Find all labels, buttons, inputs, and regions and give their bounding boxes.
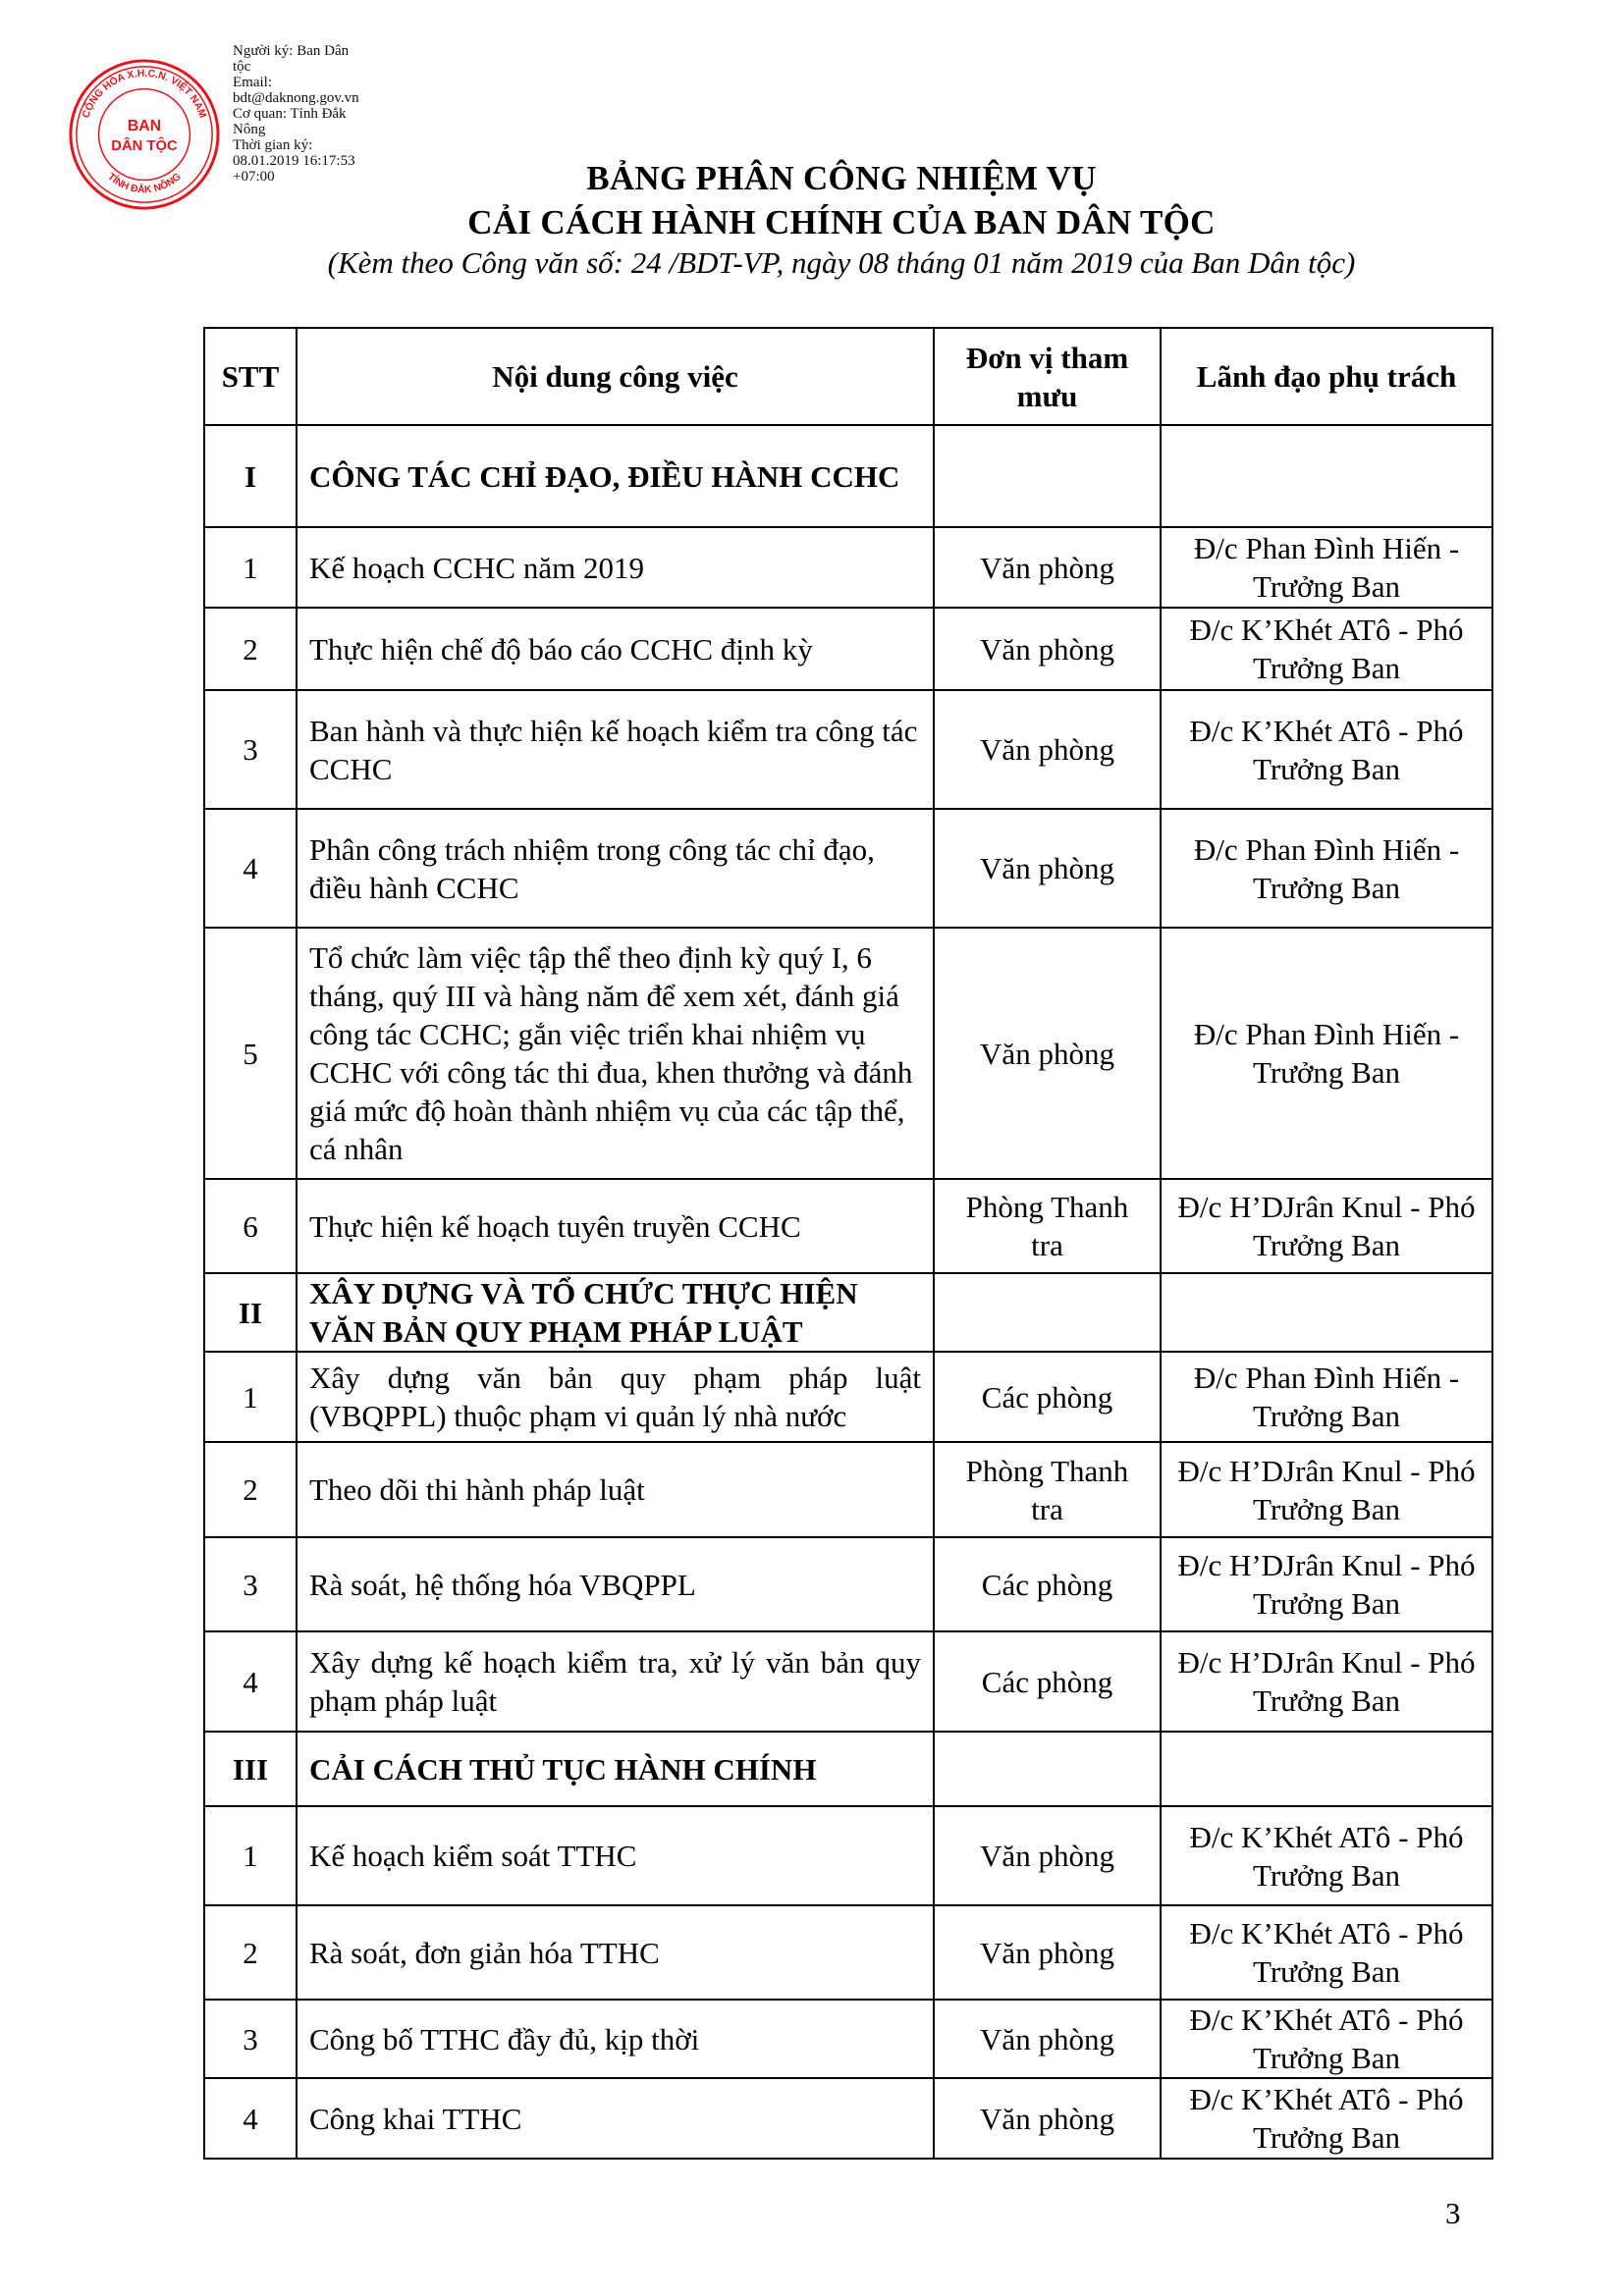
cell-unit: Văn phòng [934, 608, 1161, 690]
cell-stt: 1 [204, 1352, 297, 1442]
cell-lead [1161, 425, 1492, 527]
cell-unit: Văn phòng [934, 1905, 1161, 2000]
cell-stt: 3 [204, 2000, 297, 2078]
task-assignment-table [203, 327, 1493, 2160]
cell-lead: Đ/c H’DJrân Knul - Phó Trưởng Ban [1161, 1442, 1492, 1537]
cell-content: CÔNG TÁC CHỈ ĐẠO, ĐIỀU HÀNH CCHC [297, 425, 934, 527]
cell-stt: III [204, 1732, 297, 1806]
cell-content: Tổ chức làm việc tập thể theo định kỳ quý I, 6 tháng, quý III và hàng năm để xem xét, đánh giá công tác CCHC; gắn việc triển khai nhiệm vụ CCHC với công tác thi đua, khen thưởng và đánh giá mức độ hoàn thành nhiệm vụ của các tập thể, cá nhân [297, 928, 934, 1179]
signature-line: 08.01.2019 16:17:53 [233, 153, 355, 169]
cell-stt: 3 [204, 690, 297, 809]
cell-lead: Đ/c H’DJrân Knul - Phó Trưởng Ban [1161, 1631, 1492, 1732]
table-section-row [204, 425, 1492, 527]
cell-unit: Văn phòng [934, 2078, 1161, 2159]
cell-unit [934, 1273, 1161, 1352]
cell-unit: Phòng Thanh tra [934, 1179, 1161, 1273]
cell-lead: Đ/c K’Khét ATô - Phó Trưởng Ban [1161, 1806, 1492, 1905]
table-header-row [204, 328, 1492, 425]
table-row [204, 690, 1492, 809]
document-title-line2: CẢI CÁCH HÀNH CHÍNH CỦA BAN DÂN TỘC [467, 203, 1216, 241]
cell-lead: Đ/c K’Khét ATô - Phó Trưởng Ban [1161, 608, 1492, 690]
table-row [204, 809, 1492, 928]
cell-lead: Đ/c H’DJrân Knul - Phó Trưởng Ban [1161, 1537, 1492, 1631]
cell-unit: Phòng Thanh tra [934, 1442, 1161, 1537]
cell-unit: Các phòng [934, 1352, 1161, 1442]
cell-stt: 4 [204, 1631, 297, 1732]
cell-content: Thực hiện chế độ báo cáo CCHC định kỳ [297, 608, 934, 690]
cell-content: XÂY DỰNG VÀ TỔ CHỨC THỰC HIỆN VĂN BẢN QUY PHẠM PHÁP LUẬT [297, 1273, 934, 1352]
cell-lead: Đ/c K’Khét ATô - Phó Trưởng Ban [1161, 2078, 1492, 2159]
cell-stt: 1 [204, 1806, 297, 1905]
cell-stt: 4 [204, 2078, 297, 2159]
cell-stt: 6 [204, 1179, 297, 1273]
cell-unit: Văn phòng [934, 1806, 1161, 1905]
seal-bottom-text: TỈNH ĐẮK NÔNG [105, 171, 184, 196]
cell-stt: 2 [204, 608, 297, 690]
table-row [204, 1806, 1492, 1905]
cell-lead [1161, 1273, 1492, 1352]
table-row [204, 1537, 1492, 1631]
cell-stt: 5 [204, 928, 297, 1179]
seal-ring-text: CỘNG HÒA X.H.C.N. VIỆT NAM [81, 68, 208, 120]
cell-stt: II [204, 1273, 297, 1352]
table-section-row [204, 1732, 1492, 1806]
signature-line: Cơ quan: Tỉnh Đắk [233, 106, 347, 122]
header-stt: STT [204, 328, 297, 425]
table-row [204, 2000, 1492, 2078]
cell-lead: Đ/c K’Khét ATô - Phó Trưởng Ban [1161, 1905, 1492, 2000]
table-row [204, 1631, 1492, 1732]
table-row [204, 2078, 1492, 2159]
table-row [204, 1179, 1492, 1273]
table-row [204, 928, 1492, 1179]
cell-unit: Các phòng [934, 1537, 1161, 1631]
cell-unit [934, 1732, 1161, 1806]
cell-content: Theo dõi thi hành pháp luật [297, 1442, 934, 1537]
cell-unit: Văn phòng [934, 928, 1161, 1179]
header-unit: Đơn vị tham mưu [934, 328, 1161, 425]
signature-line: tộc [233, 59, 251, 75]
cell-lead: Đ/c K’Khét ATô - Phó Trưởng Ban [1161, 2000, 1492, 2078]
table-section-row [204, 1273, 1492, 1352]
table-row [204, 1905, 1492, 2000]
document-subtitle: (Kèm theo Công văn số: 24 /BDT-VP, ngày 08 tháng 01 năm 2019 của Ban Dân tộc) [327, 245, 1356, 280]
signature-line: Nông [233, 122, 266, 137]
cell-content: Phân công trách nhiệm trong công tác chỉ đạo, điều hành CCHC [297, 809, 934, 928]
cell-stt: 3 [204, 1537, 297, 1631]
signature-line: Người ký: Ban Dân [233, 43, 350, 59]
cell-unit: Văn phòng [934, 690, 1161, 809]
cell-content: Ban hành và thực hiện kế hoạch kiểm tra công tác CCHC [297, 690, 934, 809]
cell-content: Rà soát, đơn giản hóa TTHC [297, 1905, 934, 2000]
cell-content: Công bố TTHC đầy đủ, kịp thời [297, 2000, 934, 2078]
signature-line: bdt@daknong.gov.vn [233, 90, 359, 106]
seal-center-line2: DÂN TỘC [111, 137, 178, 154]
cell-unit [934, 425, 1161, 527]
table-row [204, 608, 1492, 690]
cell-unit: Văn phòng [934, 2000, 1161, 2078]
cell-stt: 1 [204, 527, 297, 608]
cell-lead [1161, 1732, 1492, 1806]
cell-stt: 4 [204, 809, 297, 928]
table-row [204, 1352, 1492, 1442]
cell-lead: Đ/c Phan Đình Hiến - Trưởng Ban [1161, 527, 1492, 608]
cell-lead: Đ/c K’Khét ATô - Phó Trưởng Ban [1161, 690, 1492, 809]
seal-center-line1: BAN [127, 118, 162, 135]
page-number: 3 [1445, 2196, 1461, 2230]
cell-unit: Văn phòng [934, 527, 1161, 608]
cell-content: Kế hoạch kiểm soát TTHC [297, 1806, 934, 1905]
document-title-line1: BẢNG PHÂN CÔNG NHIỆM VỤ [586, 159, 1097, 197]
cell-content: Thực hiện kế hoạch tuyên truyền CCHC [297, 1179, 934, 1273]
cell-lead: Đ/c Phan Đình Hiến - Trưởng Ban [1161, 1352, 1492, 1442]
cell-stt: 2 [204, 1905, 297, 2000]
cell-stt: I [204, 425, 297, 527]
header-lead: Lãnh đạo phụ trách [1161, 328, 1492, 425]
cell-content: Công khai TTHC [297, 2078, 934, 2159]
header-content: Nội dung công việc [297, 328, 934, 425]
cell-content: CẢI CÁCH THỦ TỤC HÀNH CHÍNH [297, 1732, 934, 1806]
cell-content: Rà soát, hệ thống hóa VBQPPL [297, 1537, 934, 1631]
signature-line: Thời gian ký: [233, 137, 313, 153]
cell-content: Xây dựng văn bản quy phạm pháp luật (VBQPPL) thuộc phạm vi quản lý nhà nước [297, 1352, 934, 1442]
table-row [204, 1442, 1492, 1537]
signature-line: +07:00 [233, 169, 275, 185]
cell-lead: Đ/c H’DJrân Knul - Phó Trưởng Ban [1161, 1179, 1492, 1273]
signature-line: Email: [233, 75, 272, 90]
table-row [204, 527, 1492, 608]
cell-stt: 2 [204, 1442, 297, 1537]
cell-content: Xây dựng kế hoạch kiểm tra, xử lý văn bản quy phạm pháp luật [297, 1631, 934, 1732]
cell-lead: Đ/c Phan Đình Hiến - Trưởng Ban [1161, 809, 1492, 928]
cell-lead: Đ/c Phan Đình Hiến - Trưởng Ban [1161, 928, 1492, 1179]
cell-unit: Văn phòng [934, 809, 1161, 928]
cell-unit: Các phòng [934, 1631, 1161, 1732]
cell-content: Kế hoạch CCHC năm 2019 [297, 527, 934, 608]
